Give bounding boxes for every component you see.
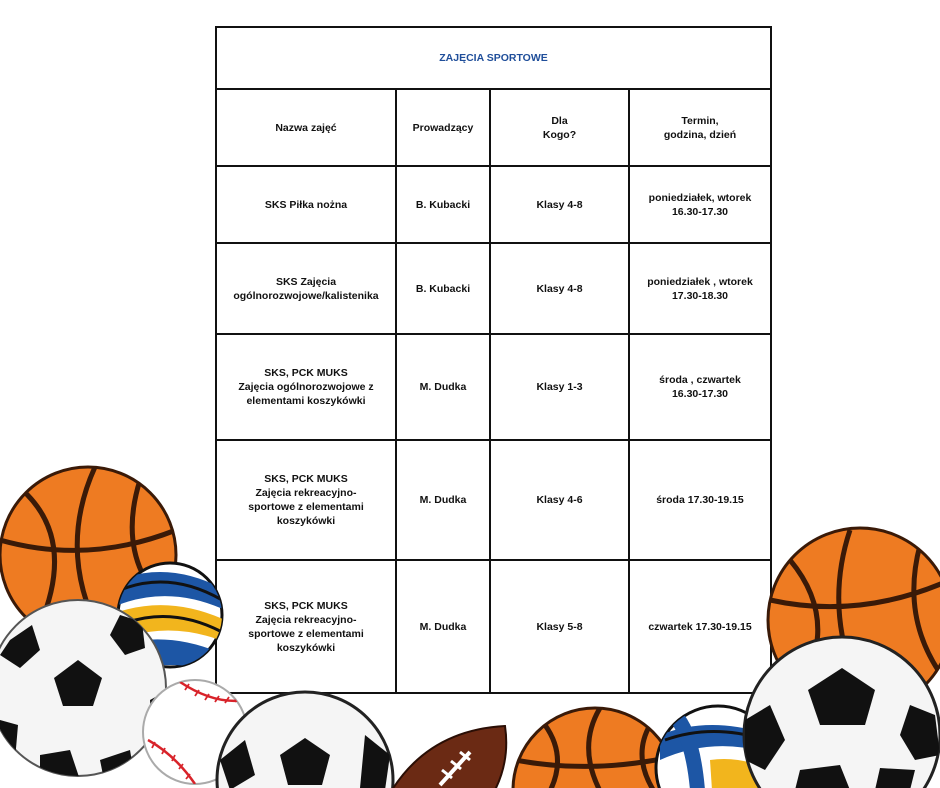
instructor: M. Dudka <box>396 334 490 440</box>
header-instructor: Prowadzący <box>396 89 490 166</box>
activity-name: SKS, PCK MUKS Zajęcia rekreacyjno- sportowe z elementami koszykówki <box>216 440 396 560</box>
audience: Klasy 5-8 <box>490 560 629 693</box>
schedule-time: poniedziałek , wtorek 17.30-18.30 <box>629 243 771 334</box>
header-audience: Dla Kogo? <box>490 89 629 166</box>
schedule-time: środa 17.30-19.15 <box>629 440 771 560</box>
audience: Klasy 1-3 <box>490 334 629 440</box>
table-title: ZAJĘCIA SPORTOWE <box>216 27 771 89</box>
audience: Klasy 4-8 <box>490 243 629 334</box>
audience: Klasy 4-8 <box>490 166 629 243</box>
basketball-icon <box>513 708 680 788</box>
activity-name: SKS, PCK MUKS Zajęcia ogólnorozwojowe z elementami koszykówki <box>216 334 396 440</box>
instructor: B. Kubacki <box>396 243 490 334</box>
instructor: B. Kubacki <box>396 166 490 243</box>
header-schedule: Termin, godzina, dzień <box>629 89 771 166</box>
activity-name: SKS Zajęcia ogólnorozwojowe/kalistenika <box>216 243 396 334</box>
instructor: M. Dudka <box>396 440 490 560</box>
american-football-icon <box>392 726 506 788</box>
audience: Klasy 4-6 <box>490 440 629 560</box>
activity-name: SKS Piłka nożna <box>216 166 396 243</box>
schedule-time: czwartek 17.30-19.15 <box>629 560 771 693</box>
activity-name: SKS, PCK MUKS Zajęcia rekreacyjno- sportowe z elementami koszykówki <box>216 560 396 693</box>
schedule-time: poniedziałek, wtorek 16.30-17.30 <box>629 166 771 243</box>
soccer-ball-icon <box>217 692 393 788</box>
header-name: Nazwa zajęć <box>216 89 396 166</box>
instructor: M. Dudka <box>396 560 490 693</box>
schedule-time: środa , czwartek 16.30-17.30 <box>629 334 771 440</box>
